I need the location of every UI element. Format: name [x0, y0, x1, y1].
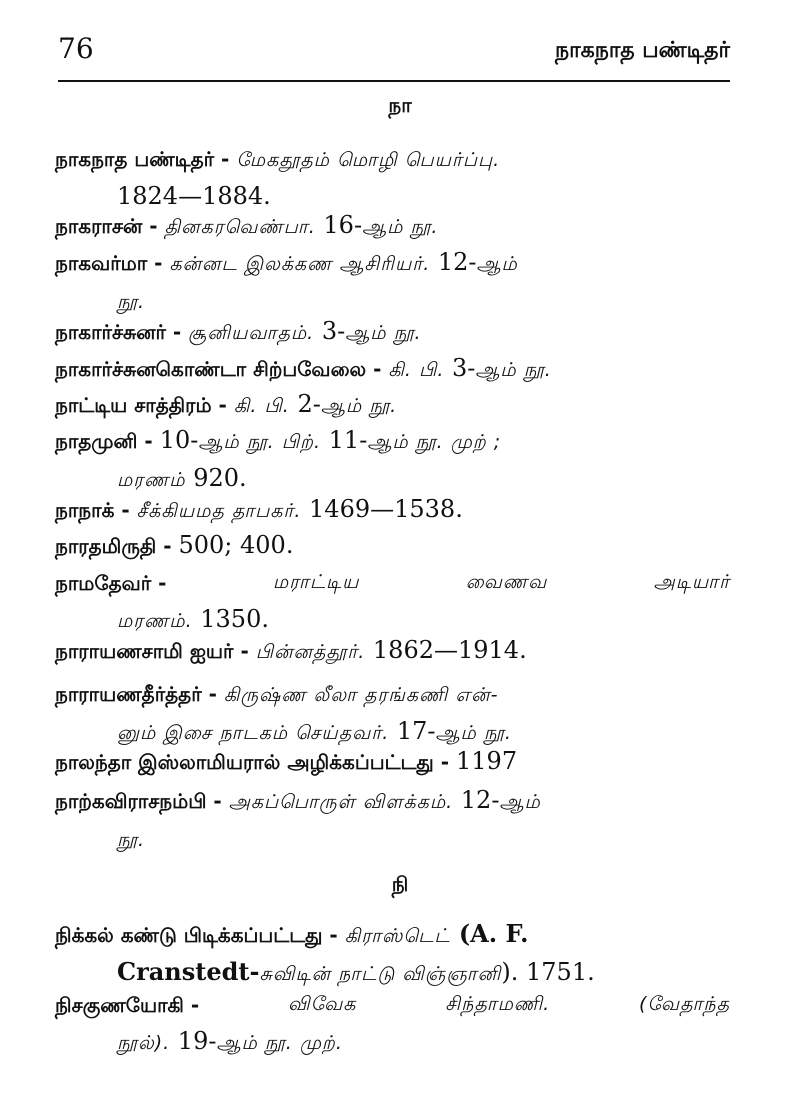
- entry-years: 1862—1914.: [365, 636, 527, 664]
- entry-definition: பின்னத்தூர்.: [255, 641, 366, 663]
- entry-number: 2-: [289, 390, 321, 418]
- entry-term: நாராயணதீர்த்தர்: [55, 682, 202, 706]
- entry-year: 1197: [456, 747, 518, 775]
- entry: நாகவர்மா - கன்னட இலக்கண ஆசிரியர். 12-ஆம் நூ.: [55, 248, 518, 313]
- entry-number: 12-: [453, 786, 500, 814]
- entry-definition: மேகதூதம் மொழி பெயர்ப்பு.: [236, 149, 501, 171]
- entry-continuation: மரணம்: [117, 469, 186, 491]
- entry: நாநாக் - சீக்கியமத தாபகர். 1469—1538.: [55, 495, 463, 523]
- entry-number: 16-: [315, 211, 363, 239]
- entry-definition: கிராஸ்டெட்: [344, 925, 451, 947]
- entry: நாகார்ச்சுனர் - சூனியவாதம். 3-ஆம் நூ.: [55, 317, 422, 345]
- entry-definition: கி. பி.: [233, 395, 290, 417]
- entry-definition: ஆம் நூ. பிற்.: [198, 431, 322, 453]
- entry: நாரதமிருதி - 500; 400.: [55, 531, 294, 559]
- entry: நாராயணதீர்த்தர் - கிருஷ்ண லீலா தரங்கணி என்- னும் இசை நாடகம் செய்தவர். 17-ஆம் நூ.: [55, 682, 512, 745]
- entry: நாதமுனி - 10-ஆம் நூ. பிற். 11-ஆம் நூ. முற் ; மரணம் 920.: [55, 426, 502, 492]
- section-heading-ni: நி: [391, 872, 409, 896]
- entry-term: நாமதேவர்: [55, 571, 152, 595]
- entry-definition: சீக்கியமத தாபகர்.: [136, 500, 302, 522]
- entry-number: 3-: [444, 354, 476, 382]
- entry-term: நிக்கல் கண்டு பிடிக்கப்பட்டது: [55, 923, 323, 947]
- entry-definition: தினகரவெண்பா.: [164, 216, 316, 238]
- entry-definition: கிருஷ்ண லீலா தரங்கணி என்-: [223, 684, 499, 706]
- entry-definition: அகப்பொருள் விளக்கம்.: [228, 791, 454, 813]
- entry-definition-word: (வேதாந்த: [639, 993, 730, 1015]
- entry-term: நாராயணசாமி ஐயர்: [55, 639, 234, 663]
- entry-years: 1824—1884.: [117, 182, 271, 210]
- entry-definition-word: அடியார்: [653, 571, 730, 593]
- entry-definition: கி. பி.: [388, 359, 445, 381]
- entry: நாகராசன் - தினகரவெண்பா. 16-ஆம் நூ.: [55, 211, 439, 239]
- entry-term: நாகார்ச்சுனர்: [55, 320, 166, 344]
- entry: நிசகுணயோகி - விவேக சிந்தாமணி. (வேதாந்த நூல்). 19-ஆம் நூ. முற்.: [55, 986, 730, 1061]
- entry-definition: சூனியவாதம்.: [188, 322, 315, 344]
- entry-name-latin: Cranstedt-: [117, 957, 260, 986]
- entry-term: நாநாக்: [55, 498, 115, 522]
- entry-term: நிசகுணயோகி: [55, 993, 184, 1017]
- entry: நாட்டிய சாத்திரம் - கி. பி. 2-ஆம் நூ.: [55, 390, 398, 418]
- entry-term: நாரதமிருதி: [55, 534, 157, 558]
- running-title: நாகநாத பண்டிதர்: [555, 38, 730, 63]
- entry: நாமதேவர் - மராட்டிய வைணவ அடியார் மரணம். 1350.: [55, 564, 730, 639]
- entry-term: நாகநாத பண்டிதர்: [55, 147, 215, 171]
- entry: நாகார்ச்சுனகொண்டா சிற்பவேலை - கி. பி. 3-ஆம் நூ.: [55, 354, 552, 382]
- entry-definition: கன்னட இலக்கண ஆசிரியர்.: [169, 253, 431, 275]
- entry: நாற்கவிராசநம்பி - அகப்பொருள் விளக்கம். 12-ஆம் நூ.: [55, 786, 541, 851]
- entry-continuation: னும் இசை நாடகம் செய்தவர்.: [117, 722, 390, 744]
- entry: நாலந்தா இஸ்லாமியரால் அழிக்கப்பட்டது - 1197: [55, 747, 518, 775]
- entry-term: நாட்டிய சாத்திரம்: [55, 393, 212, 417]
- entry-definition-word: வைணவ: [465, 571, 548, 593]
- entry: நாராயணசாமி ஐயர் - பின்னத்தூர். 1862—1914.: [55, 636, 527, 664]
- entry-number: 3-: [314, 317, 346, 345]
- entry-continuation: மரணம்.: [117, 610, 193, 632]
- entry-term: நாகார்ச்சுனகொண்டா சிற்பவேலை: [55, 357, 367, 381]
- page-number: 76: [58, 32, 94, 65]
- entry-years: 1469—1538.: [301, 495, 463, 523]
- entry-continuation: நூல்).: [117, 1032, 171, 1054]
- entry-term: நாற்கவிராசநம்பி: [55, 789, 207, 813]
- entry-term: நாகராசன்: [55, 214, 143, 238]
- entry-continuation: நூ.: [117, 829, 145, 851]
- entry-number: 500; 400.: [178, 531, 294, 559]
- entry-number: 10-: [159, 426, 199, 454]
- section-heading-naa: நா: [388, 93, 412, 117]
- entry-definition-word: சிந்தாமணி.: [445, 993, 551, 1015]
- entry-continuation: நூ.: [117, 291, 145, 313]
- entry-definition-word: விவேக: [288, 993, 357, 1015]
- entry-term: நாகவர்மா: [55, 251, 148, 275]
- entry-continuation: சுவிடின் நாட்டு விஞ்ஞானி: [259, 963, 502, 985]
- entry-definition-word: மராட்டிய: [272, 571, 360, 593]
- entry: நிக்கல் கண்டு பிடிக்கப்பட்டது - கிராஸ்டெட் (A. F. Cranstedt-சுவிடின் நாட்டு விஞ்ஞானி). 1751.: [55, 919, 595, 986]
- entry: நாகநாத பண்டிதர் - மேகதூதம் மொழி பெயர்ப்பு. 1824—1884.: [55, 147, 501, 210]
- entry-term: நாலந்தா இஸ்லாமியரால் அழிக்கப்பட்டது: [55, 750, 434, 774]
- entry-number: 12-: [430, 248, 477, 276]
- page-header: [58, 28, 730, 82]
- entry-term: நாதமுனி: [55, 429, 138, 453]
